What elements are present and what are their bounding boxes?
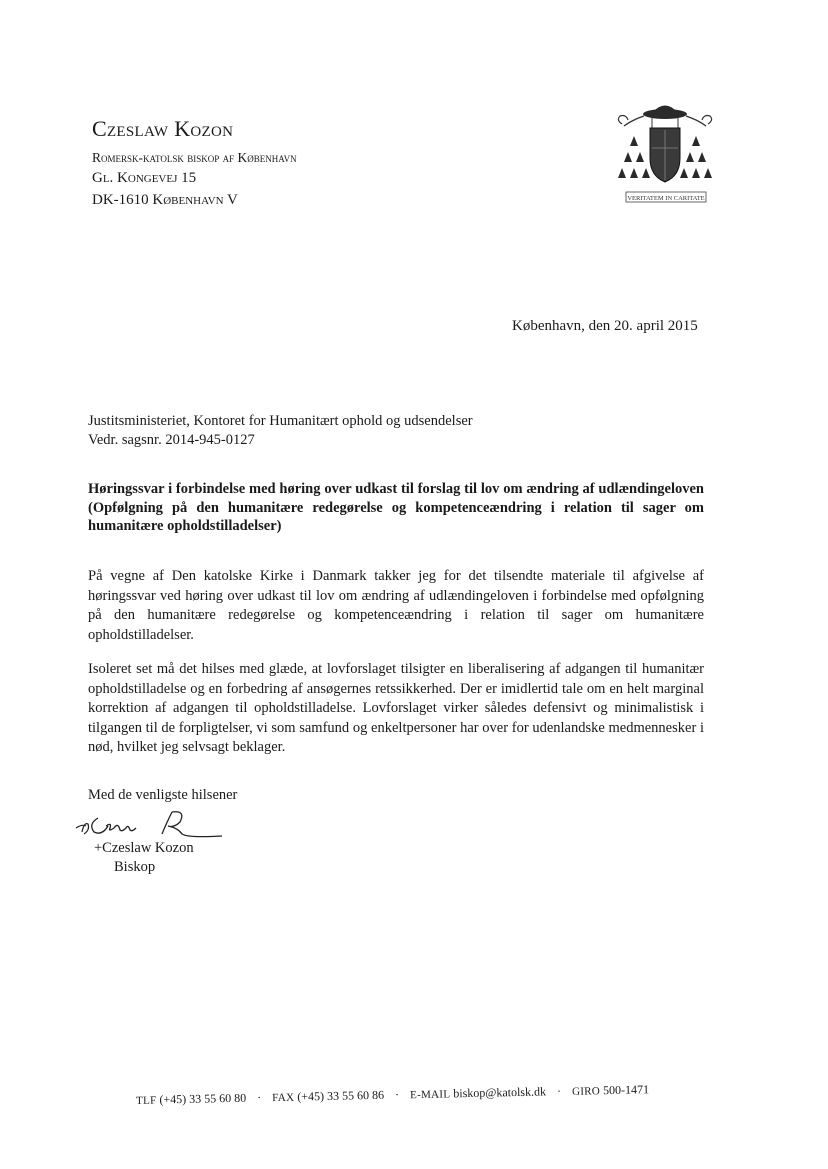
giro-label: GIRO [571, 1085, 601, 1098]
body-paragraph-2: Isoleret set må det hilses med glæde, at lovforslaget tilsigter en liberalisering af adgangen til humanitær opholdstilladelse og en forbedring af ansøgernes retssikkerhed. Der er imidlertid tale om en helt marginal korrektion af adgangen til opholdstilladelse. Lovforslaget virker således defensivt og minimalistisk i tilgangen til de forpligtelser, vi som samfund og enkeltpersoner har over for udenlandske medmennesker i nød, hvilket jeg selvsagt beklager. [88, 661, 704, 755]
letter-date: København, den 20. april 2015 [512, 318, 698, 334]
signatory-name: +Czeslaw Kozon [94, 840, 194, 856]
body-paragraph-1: På vegne af Den katolske Kirke i Danmark takker jeg for det tilsendte materiale til afgivelse af høringssvar ved høring over udkast til lov om ændring af udlændingeloven i forbindelse med opfølgning på den humanitære redegørelse og kompetenceændring i relation til sager om humanitære opholdstilladelser. [88, 568, 704, 643]
fax-label: FAX [272, 1091, 295, 1105]
case-number: Vedr. sagsnr. 2014-945-0127 [88, 432, 255, 448]
email-label: E-MAIL [409, 1088, 451, 1102]
fax-number: (+45) 33 55 60 86 [297, 1087, 385, 1104]
recipient-block [88, 412, 473, 450]
footer-separator: · [556, 1084, 562, 1099]
closing-greeting: Med de venligste hilsener [88, 787, 238, 803]
coat-of-arms-icon [612, 96, 718, 208]
signatory-role: Biskop [114, 859, 156, 875]
email-address: biskop@katolsk.dk [453, 1084, 547, 1101]
footer-separator: · [394, 1087, 400, 1102]
svg-text:VERITATEM IN CARITATE: VERITATEM IN CARITATE [627, 195, 705, 202]
phone-label: TLF [135, 1094, 157, 1107]
handwritten-signature [72, 806, 232, 838]
contact-footer [136, 1081, 696, 1108]
letter-subject: Høringssvar i forbindelse med høring over udkast til forslag til lov om ændring af udlændingeloven (Opfølgning på den humanitære redegørelse og kompetenceændring i relation til sager om humanitære opholdstilladelser) [88, 481, 704, 534]
giro-number: 500-1471 [602, 1082, 650, 1098]
footer-separator: · [257, 1090, 262, 1105]
sender-name: Czeslaw Kozon [92, 116, 234, 141]
phone-number: (+45) 33 55 60 80 [159, 1090, 247, 1107]
sender-street: Gl. Kongevej 15 [92, 170, 197, 186]
recipient-name: Justitsministeriet, Kontoret for Humanitært ophold og udsendelser [88, 413, 473, 429]
sender-title: Romersk-katolsk biskop af København [92, 150, 297, 165]
sender-city: DK-1610 København V [92, 192, 238, 208]
